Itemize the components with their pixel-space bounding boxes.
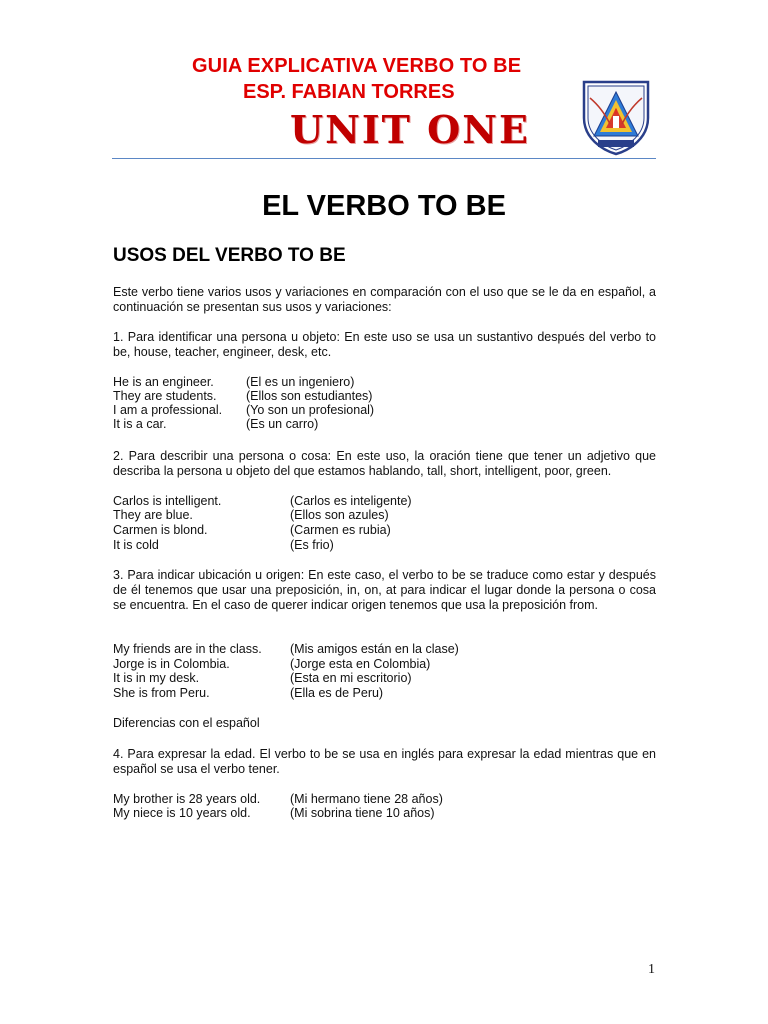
example-english: My friends are in the class.	[113, 642, 262, 656]
example-english: Carlos is intelligent.	[113, 494, 222, 508]
example-spanish: (Yo son un profesional)	[246, 403, 375, 417]
differences-note: Diferencias con el español	[113, 716, 260, 730]
example-spanish: (Jorge esta en Colombia)	[290, 657, 431, 671]
section-heading: USOS DEL VERBO TO BE	[113, 245, 346, 266]
example-english: Jorge is in Colombia.	[113, 657, 230, 671]
example-spanish: (Ella es de Peru)	[290, 686, 384, 700]
example-english: They are students.	[113, 389, 217, 403]
example-spanish: (Ellos son azules)	[290, 508, 389, 522]
example-row	[113, 523, 391, 538]
example-spanish: (Mi sobrina tiene 10 años)	[290, 806, 435, 820]
school-crest-icon	[578, 78, 654, 156]
example-spanish: (Es frio)	[290, 538, 334, 552]
page-title: EL VERBO TO BE	[262, 190, 506, 222]
example-spanish: (Carmen es rubia)	[290, 523, 391, 537]
example-spanish: (Mis amigos están en la clase)	[290, 642, 459, 656]
example-english: It is in my desk.	[113, 671, 200, 685]
example-english: It is cold	[113, 538, 159, 552]
example-english: I am a professional.	[113, 403, 223, 417]
example-english: My niece is 10 years old.	[113, 806, 251, 820]
example-english: He is an engineer.	[113, 375, 214, 389]
example-english: Carmen is blond.	[113, 523, 208, 537]
header-divider	[112, 158, 656, 159]
intro-paragraph: Este verbo tiene varios usos y variaciones en comparación con el uso que se le da en español, a continuación se presentan sus usos y variaciones:	[113, 285, 656, 314]
example-row	[113, 792, 443, 807]
example-spanish: (Es un carro)	[246, 417, 319, 431]
unit-heading: UNIT ONE	[290, 107, 530, 152]
example-row	[113, 508, 389, 523]
example-row	[113, 686, 384, 701]
example-row	[113, 642, 459, 657]
header-author: ESP. FABIAN TORRES	[243, 81, 455, 103]
example-spanish: (Ellos son estudiantes)	[246, 389, 373, 403]
usage-paragraph-2: 2. Para describir una persona o cosa: En este uso, la oración tiene que tener un adjetivo que describa la persona u objeto del que estamos hablando, tall, short, intelligent, poor, green.	[113, 449, 656, 478]
example-english: She is from Peru.	[113, 686, 210, 700]
example-spanish: (Esta en mi escritorio)	[290, 671, 412, 685]
example-row	[113, 806, 435, 821]
example-row	[113, 389, 373, 404]
usage-paragraph-1: 1. Para identificar una persona u objeto: En este uso se usa un sustantivo después del verbo to be, house, teacher, engineer, desk, etc.	[113, 330, 656, 359]
example-row	[113, 403, 375, 418]
example-row	[113, 657, 431, 672]
example-row	[113, 671, 412, 686]
page-number: 1	[648, 962, 655, 977]
example-spanish: (Carlos es inteligente)	[290, 494, 412, 508]
example-english: They are blue.	[113, 508, 193, 522]
usage-paragraph-3: 3. Para indicar ubicación u origen: En este caso, el verbo to be se traduce como estar y después de él tenemos que usar una preposición, in, on, at para indicar el lugar donde la persona o cosa se encuentra. En el caso de querer indicar origen tenemos que usa la preposición from.	[113, 568, 656, 612]
example-row	[113, 538, 334, 553]
example-row	[113, 494, 412, 509]
example-row	[113, 375, 355, 390]
example-spanish: (El es un ingeniero)	[246, 375, 355, 389]
example-row	[113, 417, 319, 432]
example-spanish: (Mi hermano tiene 28 años)	[290, 792, 443, 806]
usage-paragraph-4: 4. Para expresar la edad. El verbo to be se usa en inglés para expresar la edad mientras que en español se usa el verbo tener.	[113, 747, 656, 776]
example-english: My brother is 28 years old.	[113, 792, 261, 806]
example-english: It is a car.	[113, 417, 167, 431]
header-title: GUIA EXPLICATIVA VERBO TO BE	[192, 55, 522, 77]
